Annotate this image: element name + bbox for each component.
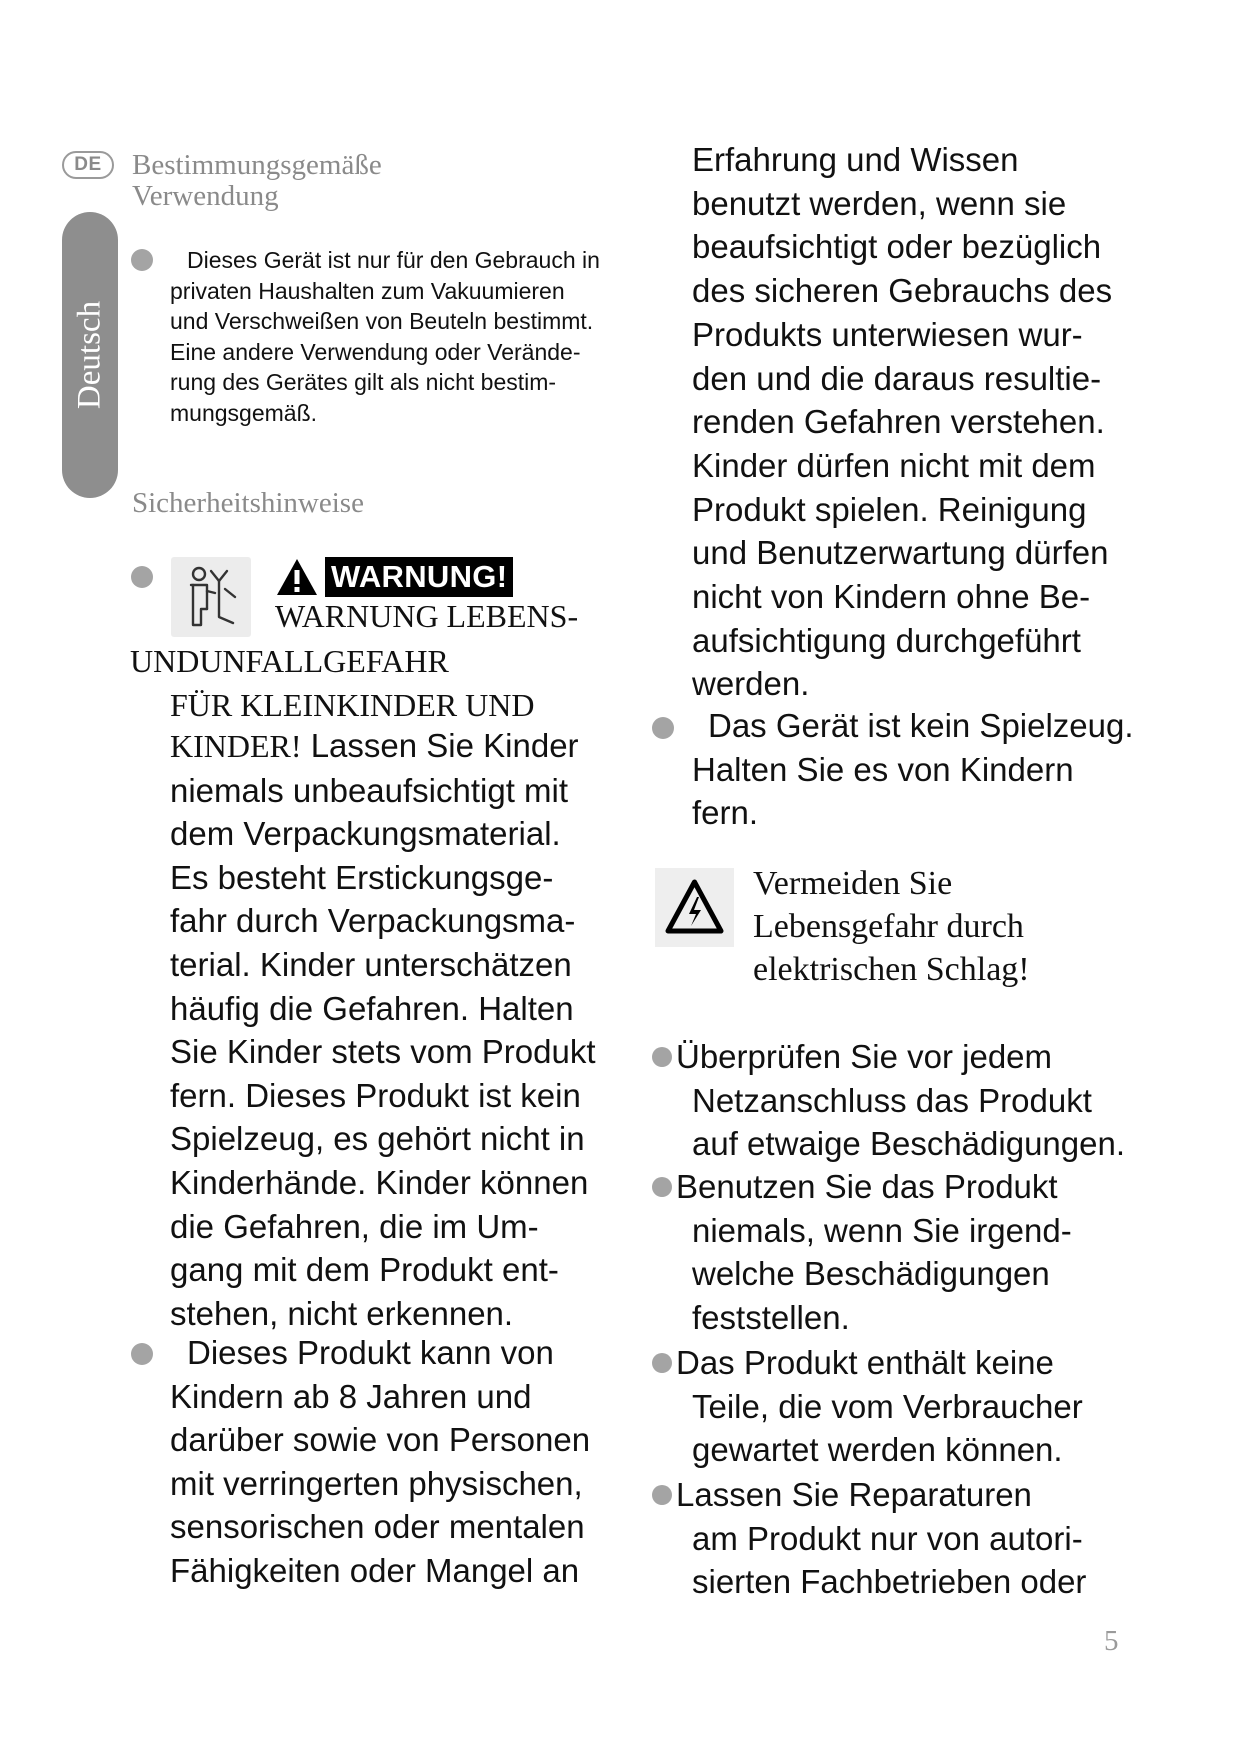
text-line: feststellen. (692, 1299, 850, 1337)
text-line: Netzanschluss das Produkt (692, 1081, 1092, 1119)
text-line: Es besteht Erstickungsge- (170, 858, 554, 896)
text-line: am Produkt nur von autori- (692, 1519, 1083, 1557)
bullet-dot (652, 1485, 672, 1505)
text-line: fern. (692, 794, 759, 832)
shock-warning-text (753, 862, 1030, 991)
language-side-tab (62, 212, 118, 498)
bullet-dot (652, 1353, 672, 1373)
text-line: Vermeiden Sie (753, 865, 953, 902)
text-line: nicht von Kindern ohne Be- (692, 578, 1091, 616)
text-line: häufig die Gefahren. Halten (170, 989, 574, 1027)
text-line: Teile, die vom Verbraucher (692, 1387, 1083, 1425)
text-line: Produkt spielen. Reinigung (692, 490, 1087, 528)
text-line: werden. (692, 665, 810, 703)
text-line: Dieses Produkt kann von (187, 1334, 554, 1371)
bullet-dot (652, 717, 674, 739)
warning-paragraph (170, 724, 596, 1335)
electric-shock-warning-icon (655, 868, 734, 947)
text-line: Überprüfen Sie vor jedem (676, 1038, 1053, 1075)
text-line: rung des Gerätes gilt als nicht bestim- (170, 369, 557, 395)
warning-heading-line: WARNUNG LEBENS- (275, 598, 579, 634)
check-paragraph (676, 1035, 1125, 1166)
repair-paragraph (676, 1473, 1086, 1604)
text-line: terial. Kinder unterschätzen (170, 945, 572, 983)
text-line: darüber sowie von Personen (170, 1421, 591, 1459)
bullet-dot (131, 1343, 153, 1365)
text-line: dem Verpackungsmaterial. (170, 815, 561, 853)
text-line: beaufsichtigt oder bezüglich (692, 228, 1102, 266)
intended-use-paragraph (170, 245, 600, 428)
text-line: aufsichtigung durchgeführt (692, 621, 1081, 659)
text-line: und Verschweißen von Beuteln bestimmt. (170, 308, 594, 334)
bullet-dot (131, 566, 153, 588)
text-line: welche Beschädigungen (692, 1255, 1050, 1293)
text-line: elektrischen Schlag! (753, 951, 1030, 988)
page-number: 5 (1104, 1625, 1119, 1657)
language-badge: DE (62, 151, 114, 179)
bullet-dot (652, 1177, 672, 1197)
text-line: stehen, nicht erkennen. (170, 1294, 514, 1332)
warning-label (275, 557, 535, 597)
parts-paragraph (676, 1341, 1083, 1472)
warning-heading-word: KINDER! (170, 728, 302, 764)
text-line: den und die daraus resultie- (692, 359, 1102, 397)
text-line: Lebensgefahr durch (753, 908, 1024, 945)
text-line: Eine andere Verwendung oder Verände- (170, 338, 581, 365)
warning-heading-line: UNDUNFALLGEFAHR (130, 643, 449, 679)
text-line: des sicheren Gebrauchs des (692, 272, 1113, 310)
text-line: die Gefahren, die im Um- (170, 1207, 539, 1245)
continued-paragraph (692, 138, 1112, 706)
text-line: sierten Fachbetrieben oder (692, 1563, 1087, 1601)
heading-line: Bestimmungsgemäße (132, 149, 382, 181)
toy-paragraph (692, 704, 1134, 835)
text-line: Benutzen Sie das Produkt (676, 1168, 1058, 1205)
text-line: Fähigkeiten oder Mangel an (170, 1551, 580, 1589)
bullet-dot (131, 249, 153, 271)
text-line: gang mit dem Produkt ent- (170, 1251, 559, 1289)
text-line: niemals, wenn Sie irgend- (692, 1211, 1072, 1249)
text-line: auf etwaige Beschädigungen. (692, 1125, 1125, 1163)
text-line: renden Gefahren verstehen. (692, 403, 1105, 441)
bullet-dot (652, 1047, 672, 1067)
text-line: Lassen Sie Reparaturen (676, 1476, 1032, 1513)
text-line: Spielzeug, es gehört nicht in (170, 1120, 585, 1158)
text-line: Sie Kinder stets vom Produkt (170, 1033, 596, 1071)
text-line: Das Gerät ist kein Spielzeug. (708, 707, 1134, 744)
text-line: und Benutzerwartung dürfen (692, 534, 1109, 572)
damage-paragraph (676, 1165, 1072, 1340)
text-line: Dieses Gerät ist nur für den Gebrauch in (187, 247, 600, 273)
text-line: sensorischen oder mentalen (170, 1508, 585, 1546)
warning-heading-line: FÜR KLEINKINDER UND (170, 687, 535, 723)
text-line: Kinderhände. Kinder können (170, 1163, 589, 1201)
text-line: Lassen Sie Kinder (301, 727, 579, 764)
text-line: mungsgemäß. (170, 399, 318, 426)
warning-label-text: WARNUNG! (325, 557, 513, 597)
text-line: mit verringerten physischen, (170, 1464, 583, 1502)
text-line: Halten Sie es von Kindern (692, 750, 1074, 788)
text-line: privaten Haushalten zum Vakuumieren (170, 277, 565, 304)
child-hazard-icon (171, 557, 251, 637)
text-line: niemals unbeaufsichtigt mit (170, 771, 569, 809)
text-line: fahr durch Verpackungsma- (170, 902, 576, 940)
language-label: Deutsch (71, 300, 108, 410)
text-line: Das Produkt enthält keine (676, 1344, 1054, 1381)
text-line: Produkts unterwiesen wur- (692, 315, 1083, 353)
text-line: Erfahrung und Wissen (692, 141, 1019, 178)
persons-paragraph (170, 1331, 590, 1593)
heading-line: Verwendung (132, 180, 279, 212)
text-line: gewartet werden können. (692, 1431, 1063, 1469)
section-heading-intended-use (132, 150, 382, 212)
text-line: Kinder dürfen nicht mit dem (692, 446, 1096, 484)
text-line: fern. Dieses Produkt ist kein (170, 1076, 581, 1114)
warning-triangle-icon (275, 557, 319, 597)
section-heading-safety: Sicherheitshinweise (132, 487, 364, 519)
text-line: Kindern ab 8 Jahren und (170, 1377, 532, 1415)
text-line: benutzt werden, wenn sie (692, 184, 1067, 222)
